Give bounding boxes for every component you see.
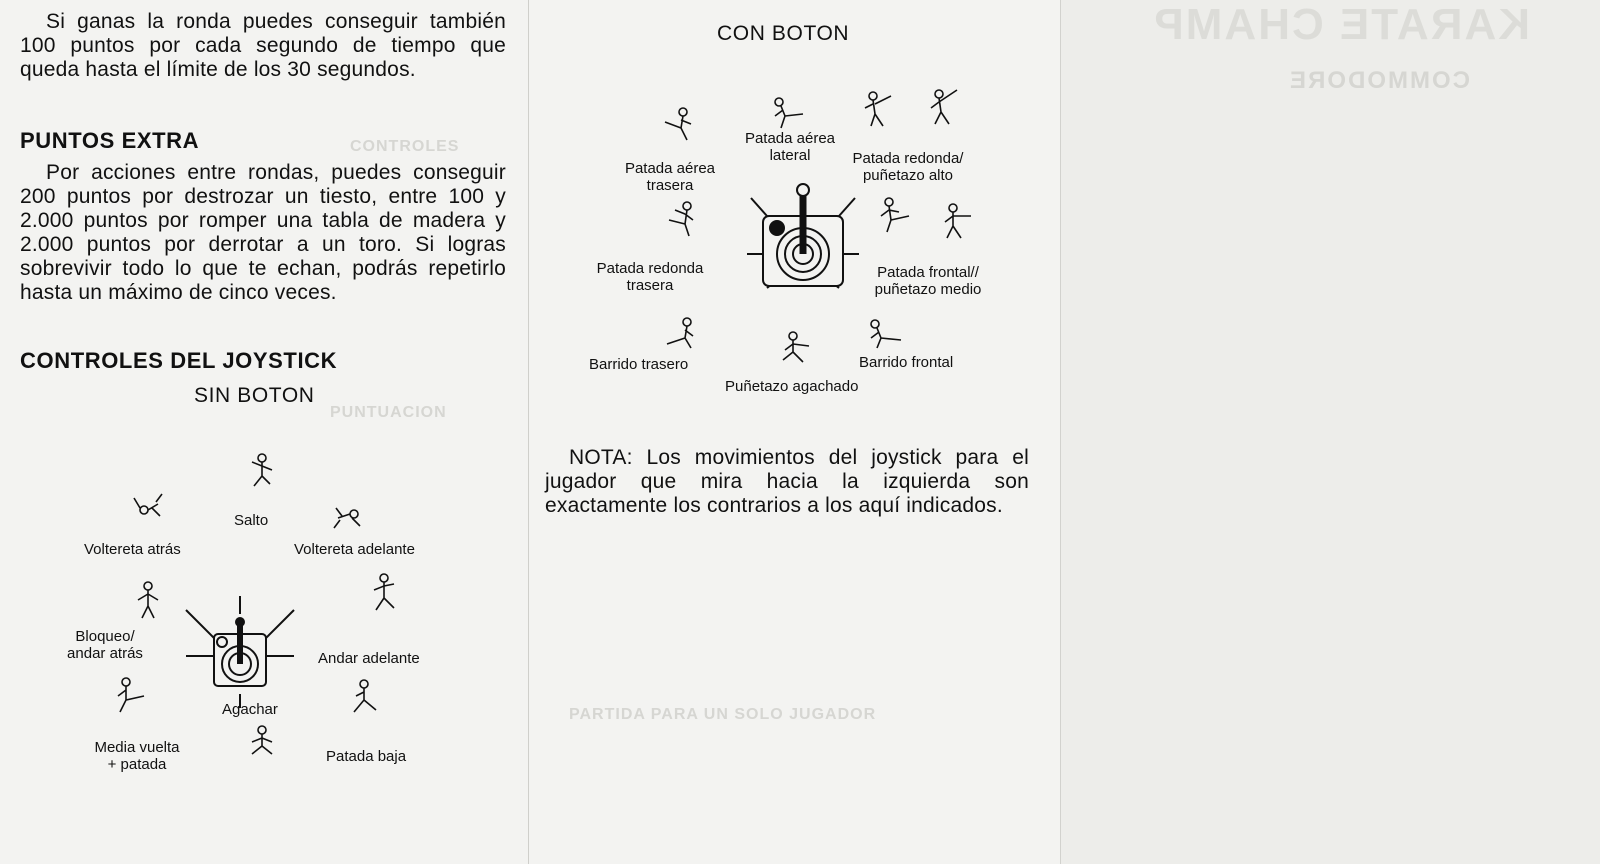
move-label-line: trasera (646, 177, 694, 194)
fighter-back-round-kick-icon (665, 198, 701, 238)
fighter-high-punch-icon (925, 86, 961, 126)
move-label-line: + patada (107, 756, 167, 773)
bleed-heading: PARTIDA PARA UN SOLO JUGADOR (569, 706, 877, 723)
fighter-side-air-kick-icon (769, 92, 805, 132)
move-label-crouch-punch: Puñetazo agachado (725, 378, 859, 395)
bleed-title: KARATE CHAMP (1152, 0, 1530, 49)
move-label-line: Media vuelta (94, 739, 180, 756)
mirrored-bleed-area (1061, 0, 1600, 864)
bleed-heading: CONTROLES (350, 138, 460, 155)
move-label-frontflip: Voltereta adelante (294, 541, 415, 558)
fighter-round-kick-icon (861, 88, 897, 128)
move-label-line: trasera (626, 277, 674, 294)
move-label-front-kick-mid-punch (863, 264, 993, 298)
fighter-frontflip-icon (330, 496, 366, 536)
fighter-backflip-icon (130, 488, 166, 528)
fighter-low-kick-icon (346, 676, 382, 716)
move-label-low-kick: Patada baja (326, 748, 407, 765)
fighter-crouch-punch-icon (777, 326, 813, 366)
move-label-round-kick-high-punch (843, 150, 973, 184)
fighter-block-icon (130, 580, 166, 620)
fighter-turn-kick-icon (112, 676, 148, 716)
move-label-front-sweep: Barrido frontal (859, 354, 954, 371)
move-label-line: Patada redonda/ (852, 150, 964, 167)
fighter-jump-icon (244, 452, 280, 492)
move-label-line: lateral (769, 147, 811, 164)
move-label-crouch: Agachar (222, 701, 278, 718)
fighter-crouch-icon (244, 720, 280, 760)
move-label-back-sweep: Barrido trasero (589, 356, 689, 373)
joystick-controls-title: CONTROLES DEL JOYSTICK (20, 348, 338, 373)
move-label-line: Patada redonda (596, 260, 704, 277)
joystick-icon (180, 590, 300, 710)
move-label-turn-kick (82, 739, 192, 773)
right-page (1061, 0, 1600, 864)
joystick-with-button-icon (743, 176, 863, 300)
move-label-block (50, 628, 160, 662)
move-label-jump: Salto (234, 512, 269, 529)
fighter-front-sweep-icon (867, 310, 903, 350)
note-paragraph: NOTA: Los movimientos del joystick para el jugador que mira hacia la izquierda son exactamente los contrarios a los aquí indicados. (545, 446, 1029, 517)
bleed-heading: PUNTUACION (330, 404, 447, 421)
move-label-line: puñetazo alto (862, 167, 954, 184)
move-label-walk-forward: Andar adelante (318, 650, 420, 667)
no-button-subtitle: SIN BOTON (194, 384, 315, 407)
move-label-backflip: Voltereta atrás (84, 541, 181, 558)
fighter-front-kick-icon (877, 194, 913, 234)
move-label-side-air-kick (735, 130, 845, 164)
left-page (0, 0, 529, 864)
extra-points-paragraph: Por acciones entre rondas, puedes conseguir 200 puntos por destrozar un tiesto, entre 100 y 2.000 puntos por romper una tabla de madera y 2.000 puntos por derrotar a un toro. Si logras sobrevivir todo lo que te echan, podrás repetirlo hasta un máximo de cinco veces. (20, 161, 506, 304)
intro-paragraph: Si ganas la ronda puedes conseguir también 100 puntos por cada segundo de tiempo que queda hasta el límite de los 30 segundos. (20, 10, 506, 81)
extra-points-title: PUNTOS EXTRA (20, 128, 200, 153)
move-label-line: Patada frontal// (877, 264, 979, 281)
fighter-walk-forward-icon (366, 572, 402, 612)
fighter-back-sweep-icon (663, 310, 699, 350)
move-label-line: Bloqueo/ (75, 628, 135, 645)
fighter-mid-punch-icon (939, 200, 975, 240)
move-label-line: puñetazo medio (874, 281, 982, 298)
move-label-line: andar atrás (67, 645, 143, 662)
middle-page (529, 0, 1061, 864)
fighter-back-air-kick-icon (661, 104, 697, 144)
move-label-back-air-kick (615, 160, 725, 194)
with-button-subtitle: CON BOTON (717, 22, 850, 45)
move-label-line: Patada aérea (744, 130, 836, 147)
move-label-line: Patada aérea (624, 160, 716, 177)
bleed-subtitle: COMMODORE (1288, 67, 1470, 94)
move-label-back-round-kick (585, 260, 715, 294)
